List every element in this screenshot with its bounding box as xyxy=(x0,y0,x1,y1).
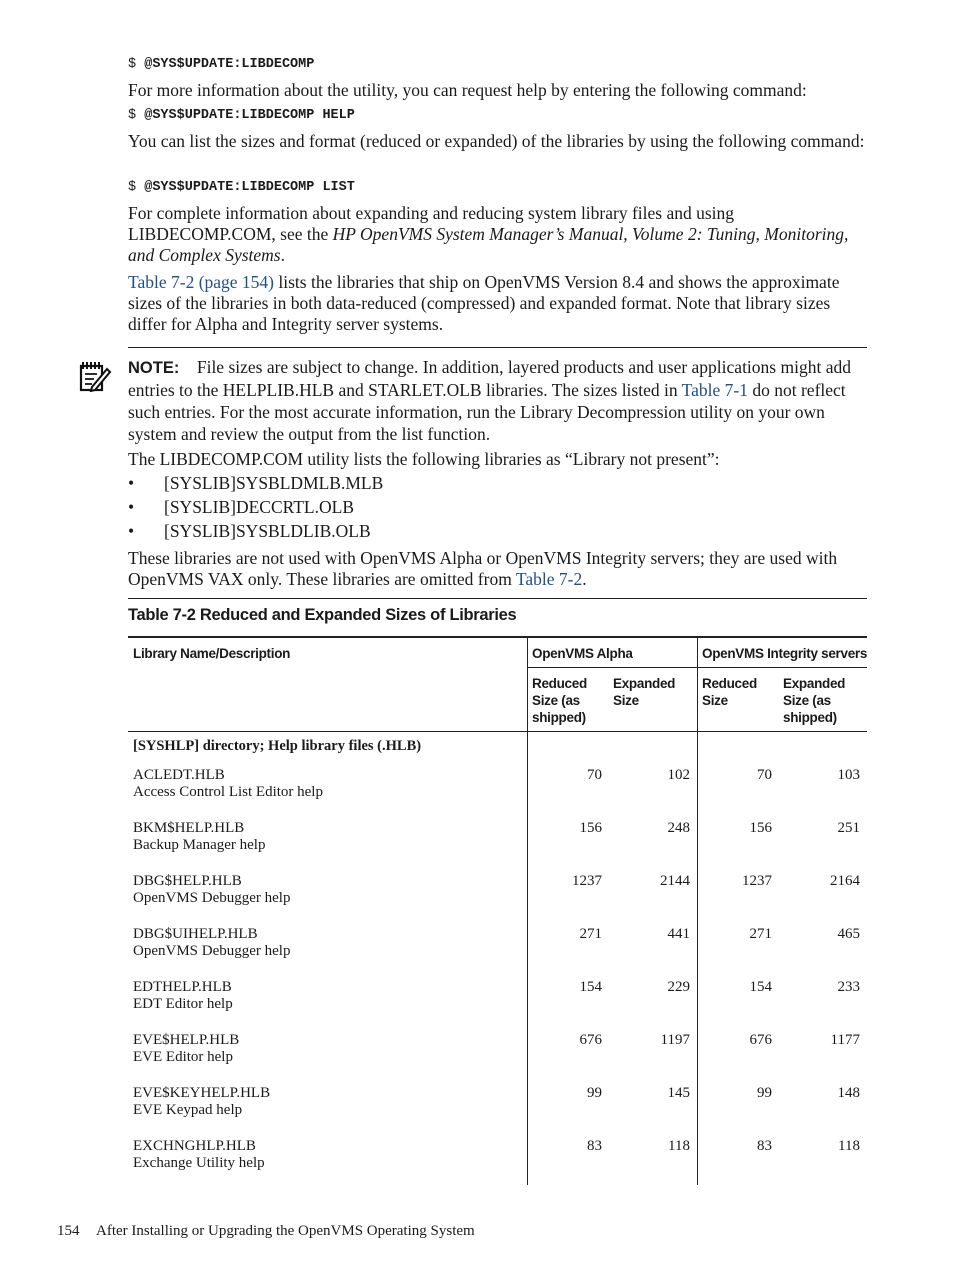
paragraph-table-intro: Table 7-2 (page 154) lists the libraries that ship on OpenVMS Version 8.4 and shows the approximate sizes of the libraries in both data-reduced (compressed) and expanded format. Note that library sizes differ for Alpha and Integrity server systems. xyxy=(128,272,840,334)
size-value-ie: 1177 xyxy=(830,1032,860,1048)
library-name: BKM$HELP.HLB xyxy=(133,820,245,836)
size-value-ae: 145 xyxy=(667,1085,690,1101)
column-divider-alpha xyxy=(527,638,528,1185)
size-value-ir: 99 xyxy=(757,1085,772,1101)
header-integrity-expanded: Expanded Size (as shipped) xyxy=(783,676,846,725)
size-value-ar: 99 xyxy=(587,1085,602,1101)
paragraph-help-intro: For more information about the utility, you can request help by entering the following command: xyxy=(128,80,807,100)
library-description: Backup Manager help xyxy=(133,837,266,853)
size-value-ir: 156 xyxy=(749,820,772,836)
table-7-1-link[interactable]: Table 7-1 xyxy=(681,380,748,400)
header-library-name: Library Name/Description xyxy=(133,646,291,661)
note-top-rule xyxy=(128,347,867,348)
size-value-ar: 154 xyxy=(579,979,602,995)
size-value-ae: 248 xyxy=(667,820,690,836)
size-value-ar: 271 xyxy=(579,926,602,942)
size-value-ie: 465 xyxy=(837,926,860,942)
command-libdecomp-help: $ @SYS$UPDATE:LIBDECOMP HELP xyxy=(128,108,355,123)
library-description: EVE Editor help xyxy=(133,1049,233,1065)
library-description: OpenVMS Debugger help xyxy=(133,890,291,906)
command-libdecomp: $ @SYS$UPDATE:LIBDECOMP xyxy=(128,57,315,72)
note-pencil-icon xyxy=(78,360,112,392)
size-value-ar: 1237 xyxy=(572,873,602,889)
size-value-ie: 148 xyxy=(837,1085,860,1101)
size-value-ie: 118 xyxy=(838,1138,860,1154)
size-value-ae: 229 xyxy=(667,979,690,995)
table-7-2-link[interactable]: Table 7-2 xyxy=(515,569,583,589)
library-description: EVE Keypad help xyxy=(133,1102,243,1118)
library-name: EDTHELP.HLB xyxy=(133,979,232,995)
size-value-ae: 1197 xyxy=(660,1032,690,1048)
library-name: EVE$HELP.HLB xyxy=(133,1032,240,1048)
size-value-ie: 251 xyxy=(837,820,860,836)
size-value-ar: 83 xyxy=(587,1138,602,1154)
library-name: DBG$HELP.HLB xyxy=(133,873,242,889)
paragraph-list-intro: You can list the sizes and format (reduced or expanded) of the libraries by using the following command: xyxy=(128,131,865,151)
size-value-ae: 2144 xyxy=(660,873,690,889)
column-divider-integrity xyxy=(697,638,698,1185)
size-value-ie: 2164 xyxy=(830,873,860,889)
size-value-ie: 233 xyxy=(837,979,860,995)
header-integrity-reduced: Reduced Size xyxy=(702,676,757,708)
header-alpha-reduced: Reduced Size (as shipped) xyxy=(532,676,587,725)
size-value-ir: 83 xyxy=(757,1138,772,1154)
size-value-ar: 156 xyxy=(579,820,602,836)
paragraph-not-present-intro: The LIBDECOMP.COM utility lists the following libraries as “Library not present”: xyxy=(128,449,720,469)
size-value-ae: 102 xyxy=(667,767,690,783)
size-value-ir: 271 xyxy=(749,926,772,942)
size-value-ie: 103 xyxy=(837,767,860,783)
library-name: EXCHNGHLP.HLB xyxy=(133,1138,256,1154)
footer-title: After Installing or Upgrading the OpenVMS Operating System xyxy=(96,1223,475,1239)
paragraph-vax-only: These libraries are not used with OpenVMS Alpha or OpenVMS Integrity servers; they are used with OpenVMS VAX only. These libraries are omitted from Table 7-2. xyxy=(128,548,838,589)
library-name: EVE$KEYHELP.HLB xyxy=(133,1085,271,1101)
library-description: OpenVMS Debugger help xyxy=(133,943,291,959)
size-value-ar: 676 xyxy=(579,1032,602,1048)
header-openvms-alpha: OpenVMS Alpha xyxy=(532,646,633,661)
header-openvms-integrity: OpenVMS Integrity servers xyxy=(702,646,868,661)
library-description: Exchange Utility help xyxy=(133,1155,265,1171)
command-libdecomp-list: $ @SYS$UPDATE:LIBDECOMP LIST xyxy=(128,180,355,195)
table-caption: Table 7-2 Reduced and Expanded Sizes of Libraries xyxy=(128,606,517,624)
library-name: DBG$UIHELP.HLB xyxy=(133,926,258,942)
paragraph-reference: For complete information about expanding and reducing system library files and using LIBDECOMP.COM, see the HP OpenVMS System Manager’s Manual, Volume 2: Tuning, Monitoring, and Complex Systems. xyxy=(128,203,849,265)
size-value-ir: 70 xyxy=(757,767,772,783)
table-top-rule xyxy=(128,636,867,638)
size-value-ir: 1237 xyxy=(742,873,772,889)
header-bottom-rule xyxy=(128,731,867,732)
size-value-ae: 118 xyxy=(668,1138,690,1154)
library-description: EDT Editor help xyxy=(133,996,233,1012)
note-label: NOTE: xyxy=(128,359,180,377)
library-description: Access Control List Editor help xyxy=(133,784,323,800)
manual-title: HP OpenVMS System Manager’s Manual, Volume 2: Tuning, Monitoring, and Complex Systems xyxy=(128,224,849,265)
size-value-ir: 676 xyxy=(749,1032,772,1048)
size-value-ae: 441 xyxy=(667,926,690,942)
page-number: 154 xyxy=(57,1223,80,1239)
size-value-ar: 70 xyxy=(587,767,602,783)
caption-top-rule xyxy=(128,598,867,599)
size-value-ir: 154 xyxy=(749,979,772,995)
table-section-heading: [SYSHLP] directory; Help library files (.HLB) xyxy=(133,738,422,754)
header-alpha-expanded: Expanded Size xyxy=(613,676,676,708)
library-name: ACLEDT.HLB xyxy=(133,767,225,783)
table-7-2-page-link[interactable]: Table 7-2 (page 154) xyxy=(128,272,275,292)
note-text: NOTE: File sizes are subject to change. In addition, layered products and user applications might add entries to the HELPLIB.HLB and STARLET.OLB libraries. The sizes listed in Table 7-1 do not reflect such entries. For the most accurate information, run the Library Decompression utility on your own system and review the output from the list function. xyxy=(128,357,851,444)
